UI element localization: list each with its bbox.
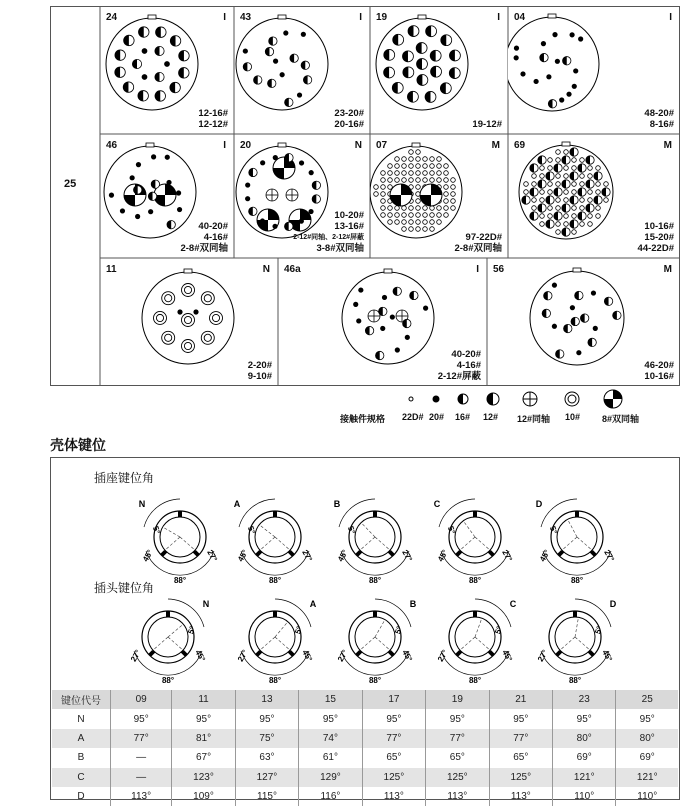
insert-cell-24 [100,6,234,134]
insert-code: 11 [106,264,117,275]
insert-code: 19 [376,12,388,23]
table-cell: 95° [553,709,616,728]
table-cell: 61° [299,748,362,767]
key-angle-label: 5° [186,625,198,636]
key-angle-label: 88° [161,676,175,685]
table-cell: 65° [362,748,425,767]
row-label: N [52,709,111,728]
table-cell: 95° [111,709,172,728]
plug-key-diagram-D [541,599,611,675]
key-diagrams [50,457,680,692]
spec-line: 40-20# [451,349,481,360]
table-cell: 121° [553,768,616,787]
table-cell: 95° [172,709,235,728]
table-cell: 77° [362,729,425,748]
insert-cell-20 [234,134,370,258]
key-angle-label: 45° [335,548,350,564]
insert-code: 69 [514,140,526,151]
table-cell: 113° [426,787,489,806]
table-col: 19 [426,690,489,709]
receptacle-key-diagram-N [144,499,214,575]
table-cell: 69° [639,752,655,764]
key-angle-label: 5° [493,625,505,636]
insert-cell-69 [508,134,680,258]
table-cell: 63° [235,748,298,767]
legend-label: 12# [483,412,499,422]
key-letter: A [309,599,317,609]
key-code: N [262,264,270,275]
contact-spec [644,360,674,382]
legend-12-icon [487,393,499,405]
key-code: M [491,140,500,151]
plug-key-diagram-C [441,599,511,675]
key-angle-label: 27° [235,648,250,664]
contact-spec [198,108,228,130]
legend-label: 10# [565,412,581,422]
key-angle-label: 5° [593,625,605,636]
table-cell: 77° [111,729,172,748]
key-angle-label: 88° [268,576,282,585]
key-angle-label: 45° [235,548,250,564]
key-letter: B [409,599,417,609]
spec-line: 2-20# [247,360,272,371]
plug-key-diagram-N [134,599,204,675]
key-angle-label: 88° [368,576,382,585]
key-code: I [223,12,226,23]
table-cell: 77° [426,729,489,748]
row-label: D [52,787,111,806]
key-angle-table [52,690,678,806]
key-code: I [476,264,479,275]
key-letter: N [138,499,146,509]
row-label: B [52,748,111,767]
key-angle-label: 45° [193,648,208,664]
contact-spec [638,221,674,254]
legend-8-twinax-icon [604,390,622,408]
key-code: I [669,12,672,23]
key-angle-label: 45° [537,548,552,564]
spec-line: 2-12#同轴、2-12#屏蔽 [293,234,364,241]
legend-16-icon [458,394,468,404]
key-letter: D [535,499,543,509]
spec-line: 12-12# [198,119,228,130]
legend-label: 16# [455,412,471,422]
table-cell: 95° [299,709,362,728]
spec-line: 48-20# [644,108,674,119]
key-code: M [663,140,672,151]
key-letter: C [509,599,517,609]
table-col: 13 [235,690,298,709]
table-cell: 80° [616,729,678,748]
table-cell: 127° [235,768,298,787]
contact-spec [293,210,364,254]
receptacle-key-diagram-B [339,499,409,575]
table-cell: 109° [172,787,235,806]
key-letter: N [202,599,210,609]
insert-cell-11 [100,258,278,386]
table-cell: 121° [616,768,678,787]
spec-line: 12-16# [198,108,228,119]
key-letter: D [609,599,617,609]
shell-size-label: 25 [64,178,77,190]
key-angle-label: 27° [435,648,450,664]
key-angle-label: 5° [150,525,162,536]
table-cell: 125° [426,768,489,787]
key-letter: A [233,499,241,509]
spec-line: 97-22D# [465,232,502,243]
key-angle-label: 27° [535,648,550,664]
key-code: I [359,12,362,23]
insert-code: 43 [240,12,252,23]
key-angle-label: 5° [393,625,405,636]
row-label: A [52,729,111,748]
key-angle-label: 88° [468,676,482,685]
contact-spec [334,108,364,130]
table-row [52,768,678,787]
table-cell: 65° [426,748,489,767]
key-angle-label: 88° [268,676,282,685]
contact-spec [644,108,674,130]
insert-code: 46 [106,140,118,151]
key-code: N [354,140,362,151]
key-code: M [663,264,672,275]
key-angle-label: 45° [140,548,155,564]
key-letter: B [333,499,341,509]
key-code: I [223,140,226,151]
contact-spec [454,232,502,254]
key-angle-label: 45° [435,548,450,564]
row-label: C [52,768,111,787]
table-col: 21 [489,690,552,709]
legend-20-icon [433,396,440,403]
table-col: 23 [553,690,616,709]
legend-label: 20# [429,412,445,422]
key-angle-label: 5° [345,525,357,536]
table-cell: 65° [489,748,552,767]
legend-label: 12#同轴 [517,414,551,424]
receptacle-title: 插座键位角 [94,471,155,485]
table-col: 11 [172,690,235,709]
legend-label: 22D# [402,412,424,422]
spec-line: 2-8#双同轴 [454,243,502,254]
spec-line: 9-10# [247,371,272,382]
key-angle-label: 45° [300,648,315,664]
table-cell: 113° [362,787,425,806]
key-angle-label: 27° [500,548,515,564]
spec-line: 44-22D# [637,243,674,254]
key-angle-label: 27° [400,548,415,564]
contact-spec [180,221,228,254]
table-cell: 95° [235,709,298,728]
legend-22d-icon [409,397,413,401]
key-angle-label: 27° [300,548,315,564]
key-angle-label: 45° [600,648,615,664]
table-cell: 80° [553,729,616,748]
legend-label: 8#双同轴 [602,414,640,424]
insert-code: 20 [240,140,252,151]
table-col: 09 [111,690,172,709]
table-cell: 69° [553,748,616,767]
key-code: I [497,12,500,23]
key-angle-label: 5° [445,525,457,536]
receptacle-key-diagram-D [541,499,611,575]
spec-line: 8-16# [649,119,674,130]
key-angle-label: 27° [128,648,143,664]
key-angle-label: 27° [602,548,617,564]
table-cell: 125° [362,768,425,787]
table-cell: 110° [637,791,658,803]
legend-title: 接触件规格 [340,414,386,424]
contact-legend [340,386,680,430]
plug-key-diagram-A [241,599,311,675]
table-cell: 74° [299,729,362,748]
insert-cell-46a [278,258,487,386]
insert-face [370,6,508,134]
insert-code: 56 [493,264,505,275]
spec-line: 46-20# [644,360,674,371]
key-letter: C [433,499,441,509]
spec-line: 10-16# [644,371,674,382]
table-cell: 110° [553,787,616,806]
spec-line: 4-16# [456,360,481,371]
table-cell: 95° [489,709,552,728]
insert-code: 24 [106,12,118,23]
key-angle-label: 45° [500,648,515,664]
insert-cell-19 [370,6,508,134]
key-angle-label: 5° [293,625,305,636]
key-angle-label: 5° [245,525,257,536]
key-angle-label: 5° [547,525,559,536]
receptacle-key-diagram-C [439,499,509,575]
key-angle-label: 88° [570,576,584,585]
table-cell: 116° [299,787,362,806]
key-angle-label: 88° [173,576,187,585]
insert-code: 46a [284,264,301,275]
table-cell: 95° [362,709,425,728]
contact-spec [472,119,502,130]
spec-line: 20-16# [334,119,364,130]
spec-line: 13-16# [334,221,364,232]
contact-spec [438,349,481,382]
table-header-label: 键位代号 [52,690,111,709]
legend-12-coax-icon [523,392,537,406]
table-cell: — [111,768,172,787]
key-angle-label: 88° [568,676,582,685]
receptacle-key-diagram-A [239,499,309,575]
spec-line: 19-12# [472,119,502,130]
key-angle-label: 27° [335,648,350,664]
table-row [52,787,678,806]
table-cell: 81° [172,729,235,748]
plug-title: 插头键位角 [94,581,155,595]
table-cell: 115° [235,787,298,806]
table-row [52,709,678,728]
plug-key-diagram-B [341,599,411,675]
insert-cell-43 [234,6,370,134]
insert-cell-46 [100,134,234,258]
key-angle-label: 88° [368,676,382,685]
table-cell: 95° [426,709,489,728]
insert-cell-56 [487,258,680,386]
spec-line: 40-20# [198,221,228,232]
table-cell: 95° [639,713,655,725]
spec-line: 4-16# [203,232,228,243]
spec-line: 15-20# [644,232,674,243]
spec-line: 2-12#屏蔽 [437,371,481,382]
table-cell: 75° [235,729,298,748]
table-cell: 113° [489,787,552,806]
section-title: 壳体键位 [50,437,106,453]
contact-spec [248,360,272,382]
spec-line: 3-8#双同轴 [316,243,364,254]
table-cell: 113° [111,787,172,806]
table-col: 25 [616,690,678,709]
table-cell: 125° [489,768,552,787]
spec-line: 10-16# [644,221,674,232]
table-cell: 77° [489,729,552,748]
insert-arrangement-panel [50,6,680,386]
table-col: 15 [299,690,362,709]
key-angle-label: 88° [468,576,482,585]
insert-code: 07 [376,140,388,151]
table-col: 17 [362,690,425,709]
spec-line: 10-20# [334,210,364,221]
table-header-row [52,690,678,709]
table-cell: 129° [299,768,362,787]
table-cell: 67° [172,748,235,767]
table-row [52,729,678,748]
table-row [52,748,678,767]
key-angle-label: 45° [400,648,415,664]
key-angle-label: 27° [205,548,220,564]
spec-line: 2-8#双同轴 [180,243,228,254]
table-cell: 123° [172,768,235,787]
table-cell: — [111,748,172,767]
insert-cell-04 [508,6,680,134]
insert-cell-07 [370,134,508,258]
spec-line: 23-20# [334,108,364,119]
insert-code: 04 [514,12,526,23]
legend-10-icon [565,392,579,406]
